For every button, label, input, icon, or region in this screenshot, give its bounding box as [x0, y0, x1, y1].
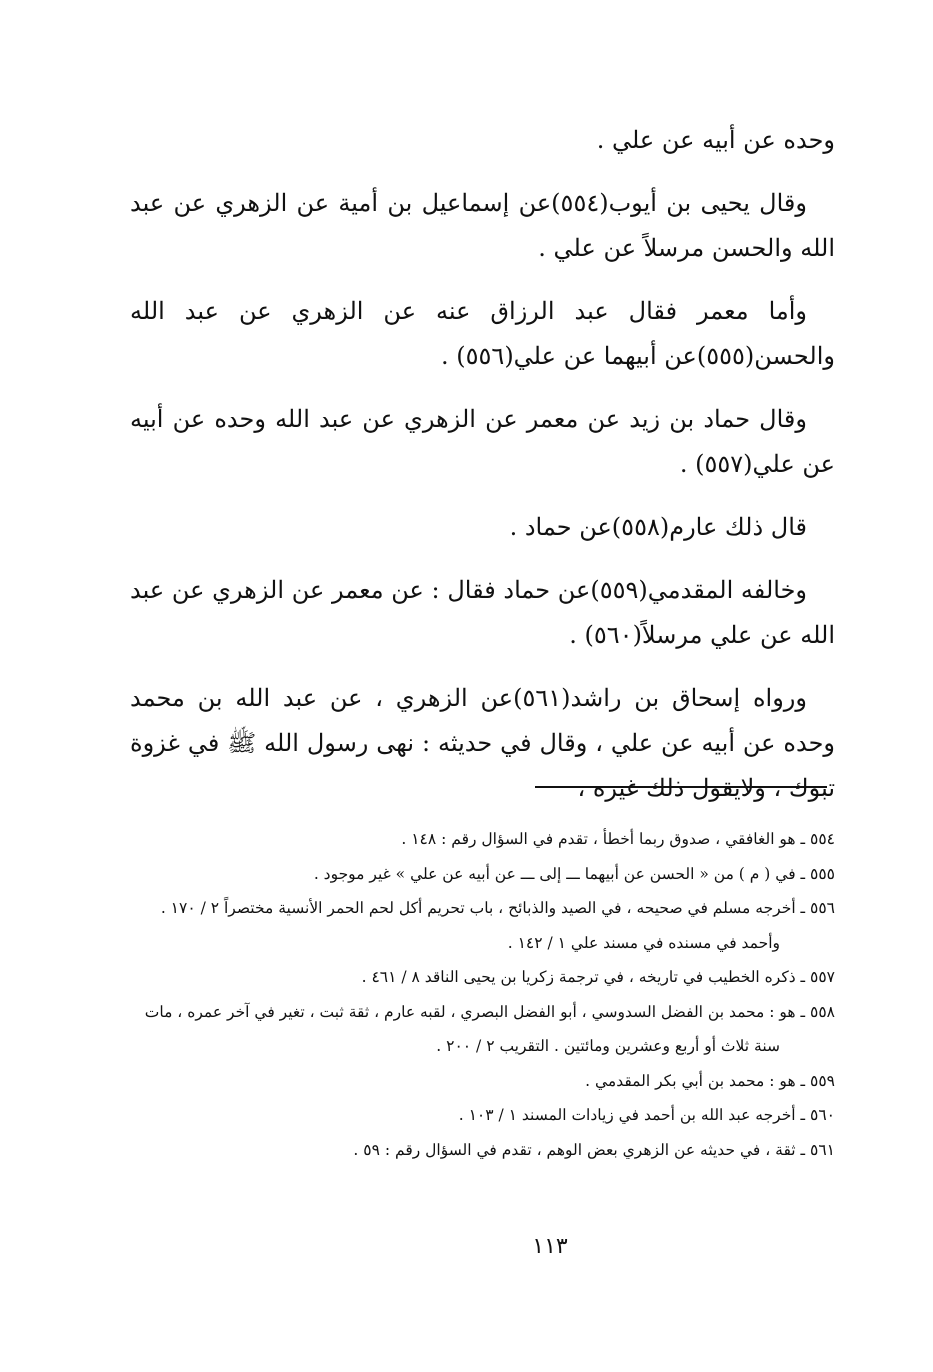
footnote-558-continued: سنة ثلاث أو أربع وعشرين ومائتين . التقريب ٢ / ٢٠٠ .: [436, 1037, 780, 1055]
footnote-555: ٥٥٥ ـ في ( م ) من « الحسن عن أبيهما ـــ إلى ـــ عن أبيه عن علي » غير موجود .: [313, 864, 835, 883]
paragraph-4: وقال حماد بن زيد عن معمر عن الزهري عن عبد الله وحده عن أبيه عن علي(٥٥٧) .: [130, 405, 835, 478]
footnote-554: ٥٥٤ ـ هو الغافقي ، صدوق ربما أخطأ ، تقدم في السؤال رقم : ١٤٨ .: [401, 830, 835, 848]
footnote-556-continued: وأحمد في مسنده في مسند علي ١ / ١٤٢ .: [507, 933, 780, 952]
footnote-557: ٥٥٧ ـ ذكره الخطيب في تاريخه ، في ترجمة زكريا بن يحيى الناقد ٨ / ٤٦١ .: [361, 968, 835, 986]
main-text: [130, 118, 835, 829]
footnotes: [130, 822, 835, 1167]
paragraph-1: وحده عن أبيه عن علي .: [596, 126, 835, 154]
footnote-559: ٥٥٩ ـ هو : محمد بن أبي بكر المقدمي .: [585, 1071, 835, 1090]
paragraph-7: ورواه إسحاق بن راشد(٥٦١)عن الزهري ، عن عبد الله بن محمد وحده عن أبيه عن علي ، وقال في حديثه : نهى رسول الله ﷺ في غزوة تبوك ، ولايقول ذلك غيره ،: [130, 684, 835, 802]
paragraph-3: وأما معمر فقال عبد الرزاق عنه عن الزهري عن عبد الله والحسن(٥٥٥)عن أبيهما عن علي(٥٥٦) .: [130, 297, 835, 370]
footnote-561: ٥٦١ ـ ثقة ، في حديثه عن الزهري بعض الوهم ، تقدم في السؤال رقم : ٥٩ .: [353, 1140, 835, 1159]
paragraph-6: وخالفه المقدمي(٥٥٩)عن حماد فقال : عن معمر عن الزهري عن عبد الله عن علي مرسلاً(٥٦٠) .: [130, 576, 835, 649]
footnote-558: ٥٥٨ ـ هو : محمد بن الفضل السدوسي ، أبو الفضل البصري ، لقبه عارم ، ثقة ثبت ، تغير في آخر عمره ، مات: [144, 1002, 835, 1021]
paragraph-2: وقال يحيى بن أيوب(٥٥٤)عن إسماعيل بن أمية عن الزهري عن عبد الله والحسن مرسلاً عن علي .: [130, 189, 835, 262]
page-number: ١١٣: [532, 1234, 568, 1259]
footnote-divider: [535, 786, 827, 788]
footnote-560: ٥٦٠ ـ أخرجه عبد الله بن أحمد في زيادات المسند ١ / ١٠٣ .: [458, 1106, 835, 1124]
paragraph-5: قال ذلك عارم(٥٥٨)عن حماد .: [509, 513, 807, 541]
footnote-556: ٥٥٦ ـ أخرجه مسلم في صحيحه ، في الصيد والذبائح ، باب تحريم أكل لحم الحمر الأنسية مختصراً ٢ / ١٧٠ .: [160, 899, 835, 917]
